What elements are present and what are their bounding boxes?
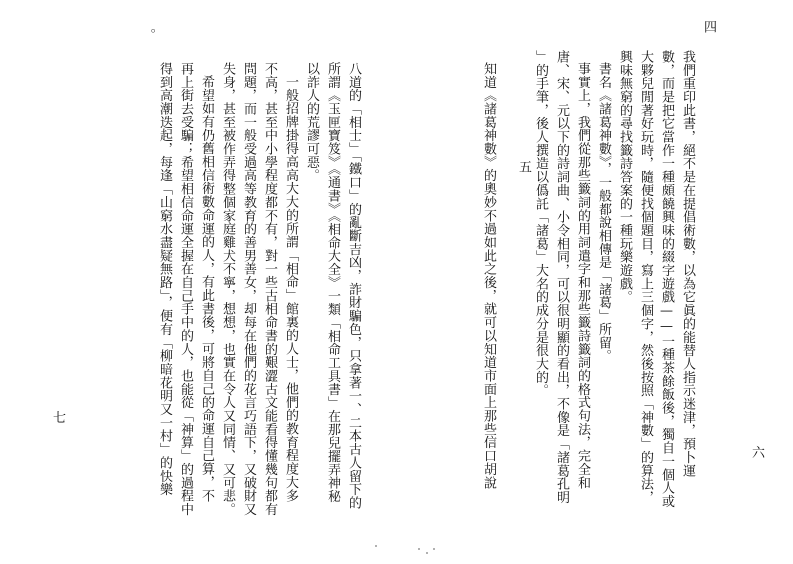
text-column-r6: 事實上，我們從那些籤詞的用詞遣字和那些籤詩籤詞的格式句法，完全和 (575, 62, 590, 490)
text-column-l5: 不高，甚至中小學程度都不有，對一些古相命書的艱澀古文能看得懂幾句都有 (262, 62, 277, 516)
page-number-right: 六 (752, 446, 766, 461)
text-column-r9: 知道《諸葛神數》的奧妙不過如此之後，就可以知道市面上那些信口胡說 (481, 62, 496, 490)
scan-speck (433, 548, 435, 550)
text-column-l1: 八道的「相士」「鐵口」的亂斷吉凶，詐財騙色，只拿著一、二本古人留下的 (346, 62, 361, 510)
text-column-l6: 問題，而一般受過高等教育的善男善女，却每在他們的花言巧語下，又破財又 (241, 62, 256, 516)
text-column-l10: 得到高潮迭起，每逢「山窮水盡疑無路」，便有「柳暗花明又一村」的快樂 (157, 62, 172, 497)
text-column-r8: 」的手筆，後人撰造以僞託「諸葛」大名的成分是很大的。 (533, 50, 548, 398)
scan-speck (375, 545, 377, 547)
text-column-l2: 所謂《玉匣寶笈》《通書》《相命大全》一類「相命工具書」在那兒擺弄神秘 (325, 62, 340, 503)
section-marker-four: 四 (701, 20, 716, 33)
text-column-r3: 大夥兒閒著好玩時，隨便找個題目，寫上三個字，然後按照「神數」的算法， (638, 50, 653, 504)
text-column-l4: 一般招牌掛得高高大大的所謂「相命」館裏的人士，他們的教育程度大多 (283, 75, 298, 503)
text-column-r4: 興味無窮的尋找籤詩答案的一種玩樂遊戲。 (617, 50, 632, 304)
text-column-l8: 希望如有仍舊相信術數命運的人，有此書後，可將自己的命運自己算，不 (199, 75, 214, 503)
scan-speck (418, 548, 420, 550)
text-column-l9: 再上街去受騙；希望相信命運全握在自己手中的人，也能從「神算」的過程中 (178, 62, 193, 516)
text-column-l3: 以詐人的荒謬可惡。 (304, 62, 319, 183)
section-marker-five: 五 (516, 160, 531, 173)
text-column-r7: 唐、宋、元以下的詩詞曲、小令相同，可以很明顯的看出，不像是「諸葛孔明 (554, 50, 569, 504)
scan-speck (426, 552, 428, 554)
text-column-l11: 。 (140, 28, 155, 42)
text-column-r1: 我們重印此書，絕不是在提倡術數，以為它眞的能替人指示迷津，預卜運 (680, 50, 695, 478)
text-column-r5: 書名《諸葛神數》，一般都說相傳是「諸葛」所留。 (596, 62, 611, 363)
text-column-l7: 失身，甚至被作弄得整個家庭雞犬不寧，想想，也實在令人又同情、又可悲。 (220, 62, 235, 516)
text-column-r2: 數，而是把它當作一種頗饒興味的綴字遊戲——一種茶餘飯後，獨自一個人或 (659, 50, 674, 508)
page-number-left: 七 (53, 411, 67, 426)
